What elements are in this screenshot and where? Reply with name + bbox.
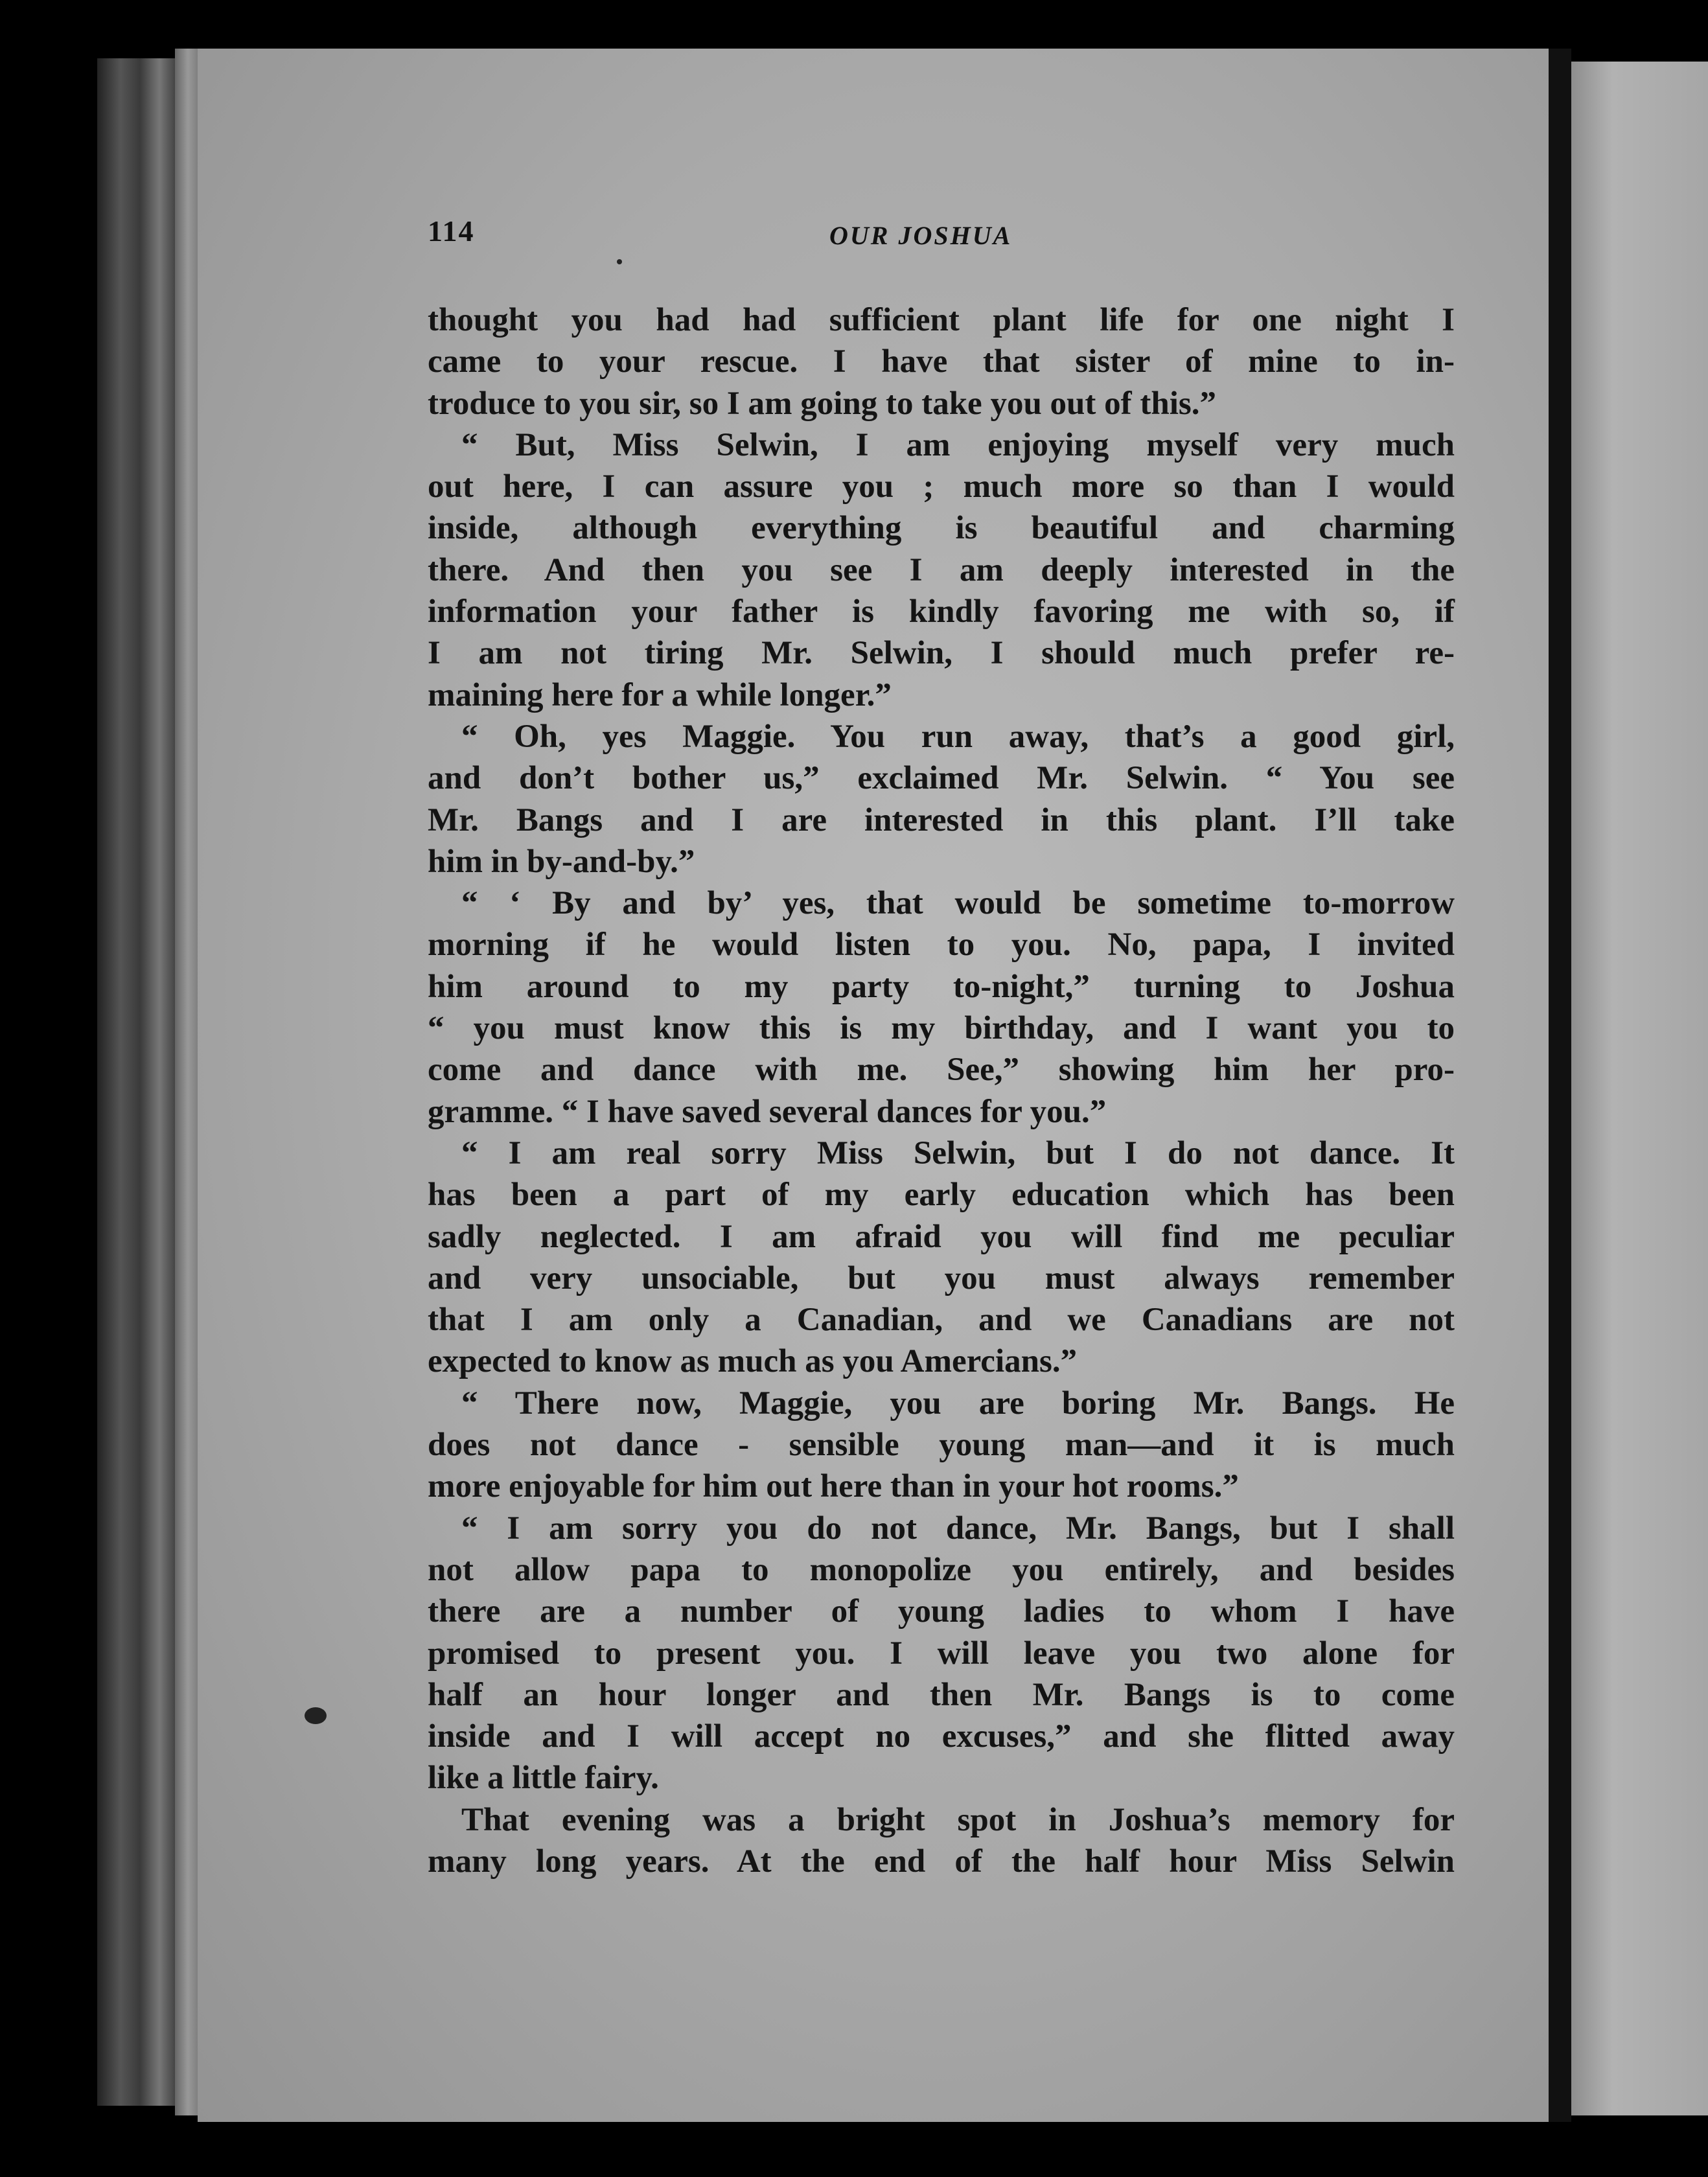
body-text bbox=[428, 299, 1455, 1882]
text-line: thought you had had sufficient plant life for one night I bbox=[428, 302, 1455, 338]
text-line: does not dance - sensible young man—and it is much bbox=[428, 1427, 1455, 1464]
book-binding bbox=[97, 58, 175, 2106]
text-line: and don’t bother us,” exclaimed Mr. Selwin. “ You see bbox=[428, 760, 1455, 797]
text-line: has been a part of my early education which has been bbox=[428, 1177, 1455, 1214]
text-line: that I am only a Canadian, and we Canadians are not bbox=[428, 1302, 1455, 1339]
text-line: “ But, Miss Selwin, I am enjoying myself very much bbox=[461, 426, 1455, 463]
text-line: I am not tiring Mr. Selwin, I should much prefer re- bbox=[428, 635, 1455, 672]
facing-page-edge bbox=[1571, 62, 1708, 2115]
text-line: inside and I will accept no excuses,” and she flitted away bbox=[428, 1718, 1455, 1755]
text-line: promised to present you. I will leave you two alone for bbox=[428, 1635, 1455, 1672]
page-number: 114 bbox=[428, 214, 475, 248]
page-header bbox=[428, 214, 1464, 266]
text-line: sadly neglected. I am afraid you will find me peculiar bbox=[428, 1218, 1455, 1255]
text-line: came to your rescue. I have that sister of mine to in- bbox=[428, 343, 1455, 380]
text-line: inside, although everything is beautiful and charming bbox=[428, 510, 1455, 547]
text-line: maining here for a while longer.” bbox=[428, 676, 892, 713]
text-line: him around to my party to-night,” turning to Joshua bbox=[428, 968, 1455, 1005]
text-line: out here, I can assure you ; much more so than I would bbox=[428, 468, 1455, 505]
text-line: and very unsociable, but you must always remember bbox=[428, 1260, 1455, 1296]
text-line: “ ‘ By and by’ yes, that would be sometime to-morrow bbox=[461, 885, 1455, 922]
text-line: him in by-and-by.” bbox=[428, 843, 695, 880]
text-line: half an hour longer and then Mr. Bangs is to come bbox=[428, 1676, 1455, 1713]
text-line: more enjoyable for him out here than in your hot rooms.” bbox=[428, 1468, 1239, 1505]
running-head: OUR JOSHUA bbox=[829, 221, 1013, 250]
text-line: many long years. At the end of the half hour Miss Selwin bbox=[428, 1843, 1455, 1880]
text-line: expected to know as much as you Amercians.” bbox=[428, 1343, 1078, 1380]
text-line: not allow papa to monopolize you entirely, and besides bbox=[428, 1551, 1455, 1588]
text-line: information your father is kindly favoring me with so, if bbox=[428, 593, 1455, 630]
text-line: there are a number of young ladies to whom I have bbox=[428, 1593, 1455, 1630]
text-line: there. And then you see I am deeply interested in the bbox=[428, 551, 1455, 588]
text-line: come and dance with me. See,” showing him her pro- bbox=[428, 1052, 1455, 1088]
text-line: “ you must know this is my birthday, and I want you to bbox=[428, 1010, 1455, 1047]
text-line: gramme. “ I have saved several dances for you.” bbox=[428, 1093, 1107, 1130]
text-line: That evening was a bright spot in Joshua’s memory for bbox=[461, 1801, 1455, 1838]
text-line: morning if he would listen to you. No, papa, I invited bbox=[428, 927, 1455, 963]
text-line: Mr. Bangs and I are interested in this plant. I’ll take bbox=[428, 801, 1455, 838]
page-gutter bbox=[1549, 49, 1571, 2122]
text-line: troduce to you sir, so I am going to take you out of this.” bbox=[428, 385, 1217, 422]
text-line: “ There now, Maggie, you are boring Mr. Bangs. He bbox=[461, 1385, 1455, 1422]
text-line: like a little fairy. bbox=[428, 1760, 659, 1797]
text-line: “ I am real sorry Miss Selwin, but I do not dance. It bbox=[461, 1135, 1455, 1171]
text-line: “ Oh, yes Maggie. You run away, that’s a good girl, bbox=[461, 718, 1455, 755]
binding-edge bbox=[175, 49, 201, 2115]
text-line: “ I am sorry you do not dance, Mr. Bangs, but I shall bbox=[461, 1510, 1455, 1547]
ink-speck bbox=[305, 1707, 327, 1724]
